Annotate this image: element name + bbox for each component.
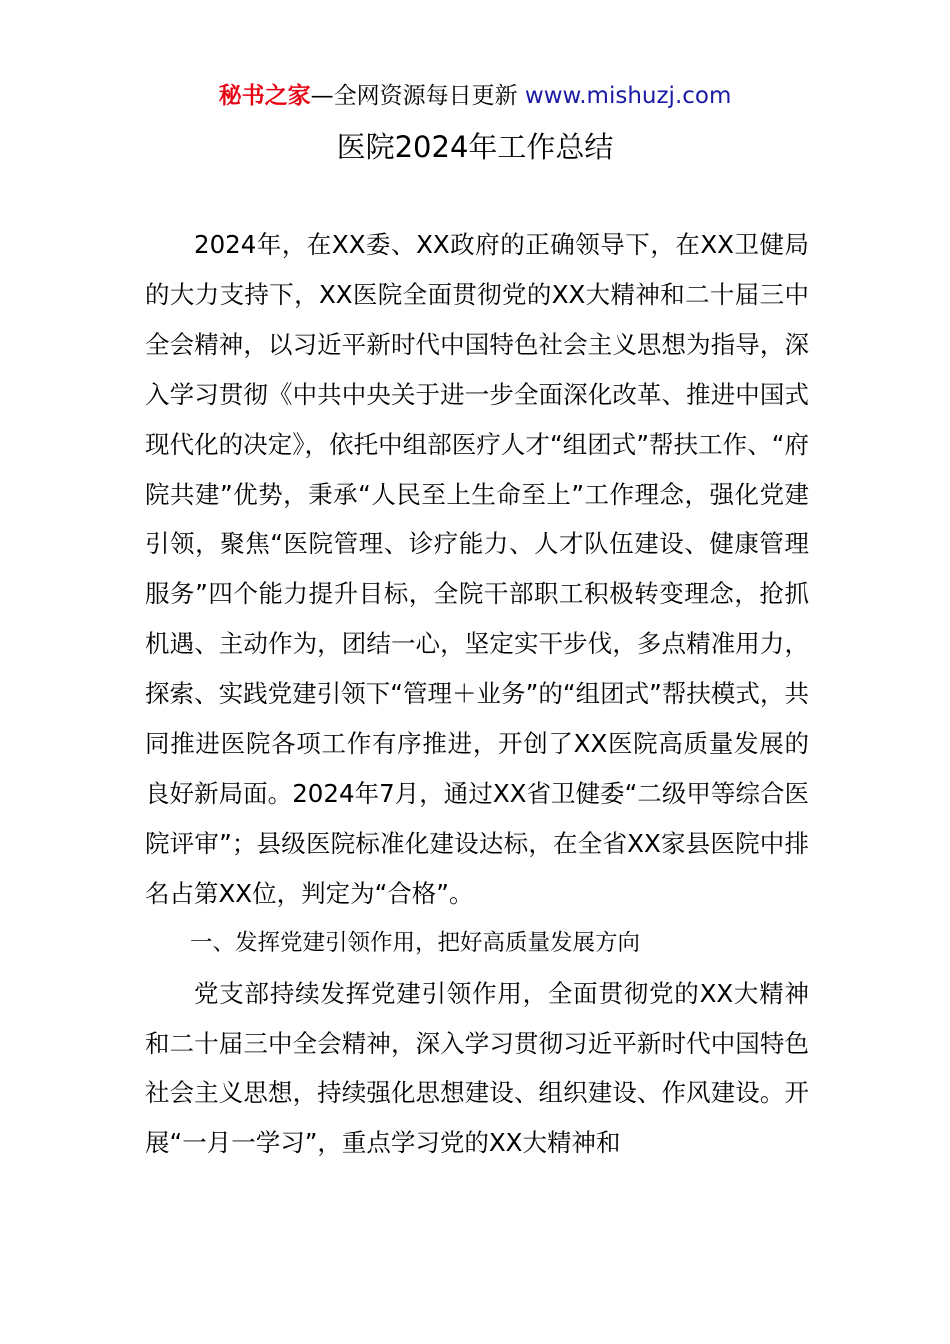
paragraph-party-building: 党支部持续发挥党建引领作用，全面贯彻党的XX大精神和二十届三中全会精神，深入学习贯彻习近平新时代中国特色社会主义思想，持续强化思想建设、组织建设、作风建设。开展“一月一学习”，重点学习党的XX大精神和 [145,978,809,1158]
document-body [145,220,809,1168]
paragraph-intro: 2024年，在XX委、XX政府的正确领导下，在XX卫健局的大力支持下，XX医院全面贯彻党的XX大精神和二十届三中全会精神，以习近平新时代中国特色社会主义思想为指导，深入学习贯彻《中共中央关于进一步全面深化改革、推进中国式现代化的决定》，依托中组部医疗人才“组团式”帮扶工作、“府院共建”优势，秉承“人民至上生命至上”工作理念，强化党建引领，聚焦“医院管理、诊疗能力、人才队伍建设、健康管理服务”四个能力提升目标，全院干部职工积极转变理念，抢抓机遇、主动作为，团结一心，坚定实干步伐，多点精准用力，探索、实践党建引领下“管理＋业务”的“组团式”帮扶模式，共同推进医院各项工作有序推进，开创了XX医院高质量发展的良好新局面。2024年7月，通过XX省卫健委“二级甲等综合医院评审”；县级医院标准化建设达标，在全省XX家县医院中排名占第XX位，判定为“合格”。 [145,230,809,908]
site-url-link[interactable]: www.mishuzj.com [524,83,732,109]
site-header [0,78,950,114]
site-brand: 秘书之家 [218,83,311,109]
site-tagline: —全网资源每日更新 [310,83,525,109]
document-title: 医院2024年工作总结 [336,130,614,164]
section-heading-1: 一、发挥党建引领作用，把好高质量发展方向 [190,929,641,956]
